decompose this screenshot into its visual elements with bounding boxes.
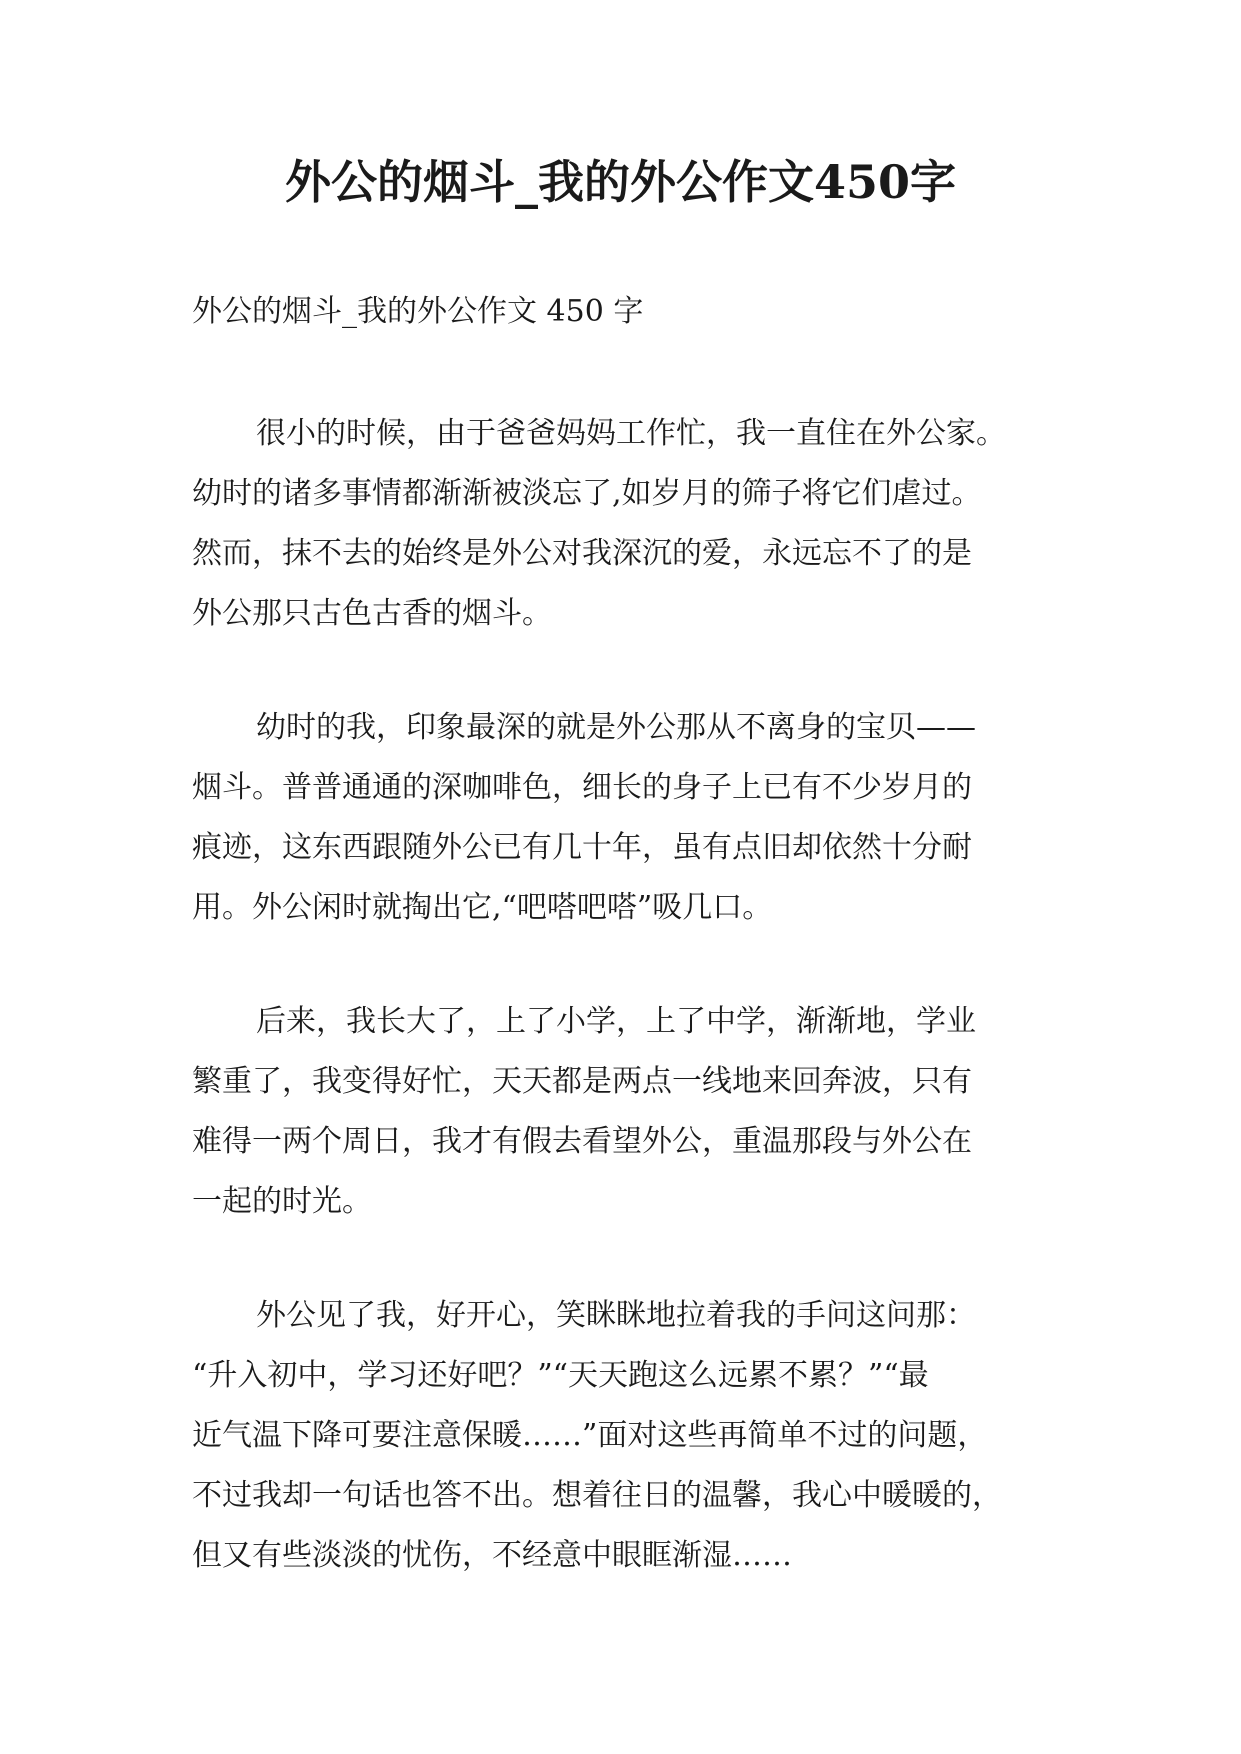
paragraph-3 [192, 992, 1050, 1232]
paragraph-line: 后来，我长大了，上了小学，上了中学，渐渐地，学业 [256, 1004, 976, 1039]
document-body [192, 404, 1050, 1640]
paragraph-line: 用。外公闲时就掏出它,“吧嗒吧嗒”吸几口。 [192, 890, 773, 925]
paragraph-line: 很小的时候，由于爸爸妈妈工作忙，我一直住在外公家。 [256, 416, 1006, 451]
paragraph-line: 但又有些淡淡的忧伤，不经意中眼眶渐湿…… [192, 1538, 792, 1573]
paragraph-line: 烟斗。普普通通的深咖啡色，细长的身子上已有不少岁月的 [192, 770, 972, 805]
paragraph-line: 然而，抹不去的始终是外公对我深沉的爱，永远忘不了的是 [192, 536, 972, 571]
paragraph-line: 一起的时光。 [192, 1184, 372, 1219]
paragraph-line: 近气温下降可要注意保暖……”面对这些再简单不过的问题， [192, 1418, 988, 1453]
paragraph-line: 外公见了我，好开心，笑眯眯地拉着我的手问这问那： [256, 1298, 976, 1333]
paragraph-line: 痕迹，这东西跟随外公已有几十年，虽有点旧却依然十分耐 [192, 830, 972, 865]
paragraph-line: 不过我却一句话也答不出。想着往日的温馨，我心中暖暖的， [192, 1478, 1002, 1513]
document-title: 外公的烟斗_我的外公作文450字 [284, 155, 957, 209]
document-subtitle: 外公的烟斗_我的外公作文 450 字 [192, 294, 644, 329]
paragraph-line: “升入初中，学习还好吧？”“天天跑这么远累不累？”“最 [192, 1358, 929, 1393]
paragraph-2 [192, 698, 1050, 938]
paragraph-line: 繁重了，我变得好忙，天天都是两点一线地来回奔波，只有 [192, 1064, 972, 1099]
paragraph-line: 幼时的我，印象最深的就是外公那从不离身的宝贝—— [256, 710, 976, 745]
paragraph-line: 外公那只古色古香的烟斗。 [192, 596, 552, 631]
paragraph-1 [192, 404, 1050, 644]
paragraph-line: 难得一两个周日，我才有假去看望外公，重温那段与外公在 [192, 1124, 972, 1159]
paragraph-4 [192, 1286, 1050, 1586]
paragraph-line: 幼时的诸多事情都渐渐被淡忘了,如岁月的筛子将它们虐过。 [192, 476, 982, 511]
